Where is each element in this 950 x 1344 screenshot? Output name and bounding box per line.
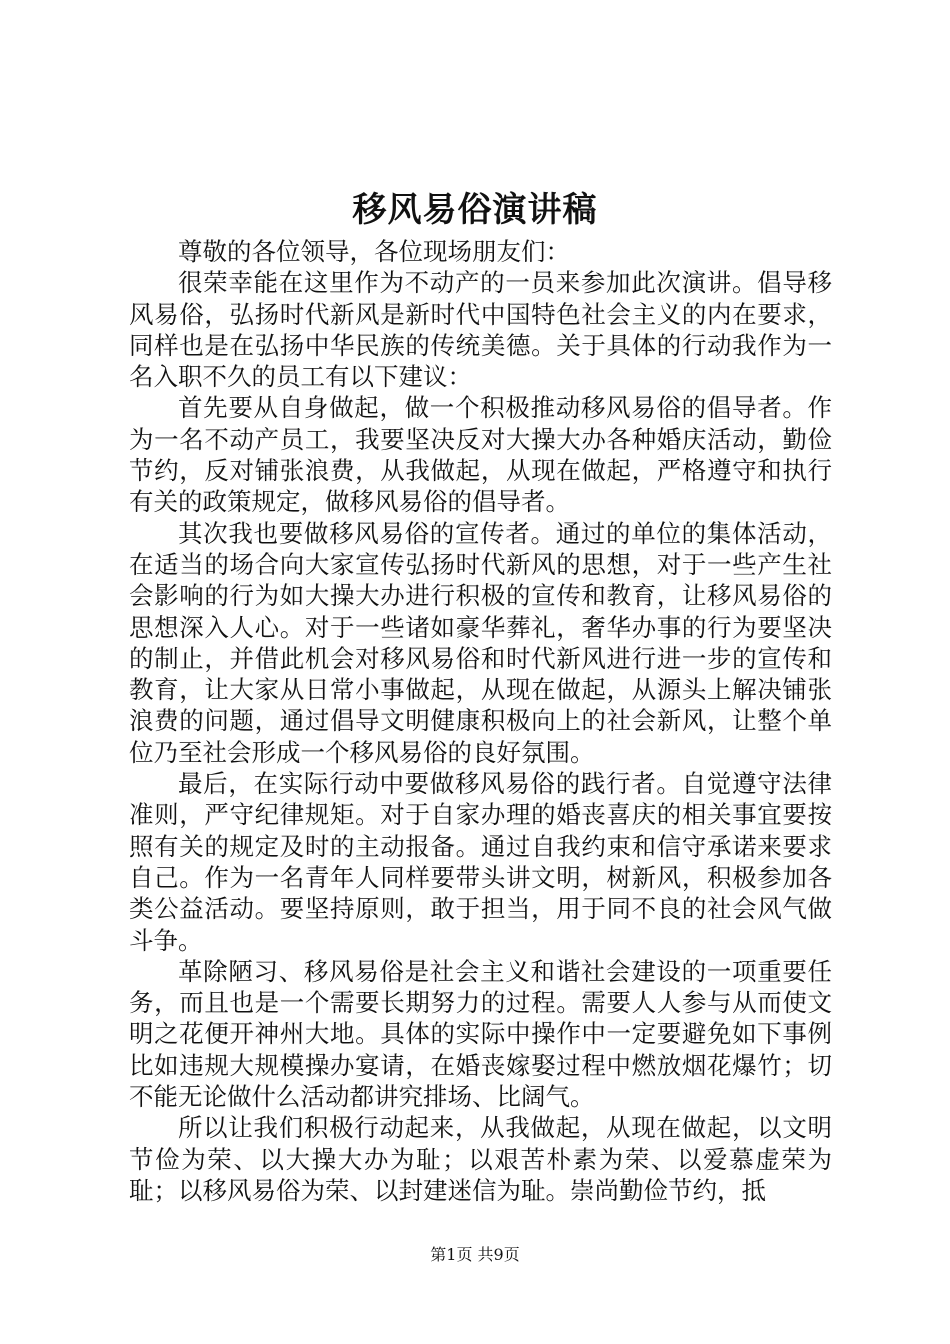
- paragraph-second-point: 其次我也要做移风易俗的宣传者。通过的单位的集体活动，在适当的场合向大家宣传弘扬时代新风的思想，对于一些产生社会影响的行为如大操大办进行积极的宣传和教育，让移风易俗的思想深入人心。对于一些诸如豪华葬礼，奢华办事的行为要坚决的制止，并借此机会对移风易俗和时代新风进行进一步的宣传和教育，让大家从日常小事做起，从现在做起，从源头上解决铺张浪费的问题，通过倡导文明健康积极向上的社会新风，让整个单位乃至社会形成一个移风易俗的良好氛围。: [129, 518, 832, 767]
- paragraph-salutation: 尊敬的各位领导，各位现场朋友们：: [178, 237, 570, 266]
- paragraph-task: 革除陋习、移风易俗是社会主义和谐社会建设的一项重要任务，而且也是一个需要长期努力的过程。需要人人参与从而使文明之花便开神州大地。具体的实际中操作中一定要避免如下事例比如违规大规模操办宴请，在婚丧嫁娶过程中燃放烟花爆竹；切不能无论做什么活动都讲究排场、比阔气。: [129, 956, 832, 1112]
- paragraph-third-point: 最后，在实际行动中要做移风易俗的践行者。自觉遵守法律准则，严守纪律规矩。对于自家办理的婚丧喜庆的相关事宜要按照有关的规定及时的主动报备。通过自我约束和信守承诺来要求自己。作为一名青年人同样要带头讲文明，树新风，积极参加各类公益活动。要坚持原则，敢于担当，用于同不良的社会风气做斗争。: [129, 769, 832, 955]
- paragraph-intro: 很荣幸能在这里作为不动产的一员来参加此次演讲。倡导移风易俗，弘扬时代新风是新时代中国特色社会主义的内在要求，同样也是在弘扬中华民族的传统美德。关于具体的行动我作为一名入职不久的员工有以下建议：: [129, 268, 832, 392]
- paragraph-first-point: 首先要从自身做起，做一个积极推动移风易俗的倡导者。作为一名不动产员工，我要坚决反对大操大办各种婚庆活动，勤俭节约，反对铺张浪费，从我做起，从现在做起，严格遵守和执行有关的政策规定，做移风易俗的倡导者。: [129, 393, 832, 517]
- page-number-footer: 第1页 共9页: [430, 1245, 520, 1264]
- document-body: [129, 236, 832, 1206]
- paragraph-call-to-action: 所以让我们积极行动起来，从我做起，从现在做起，以文明节俭为荣、以大操大办为耻；以艰苦朴素为荣、以爱慕虚荣为耻；以移风易俗为荣、以封建迷信为耻。崇尚勤俭节约，抵: [129, 1113, 832, 1205]
- document-title: 移风易俗演讲稿: [352, 190, 598, 230]
